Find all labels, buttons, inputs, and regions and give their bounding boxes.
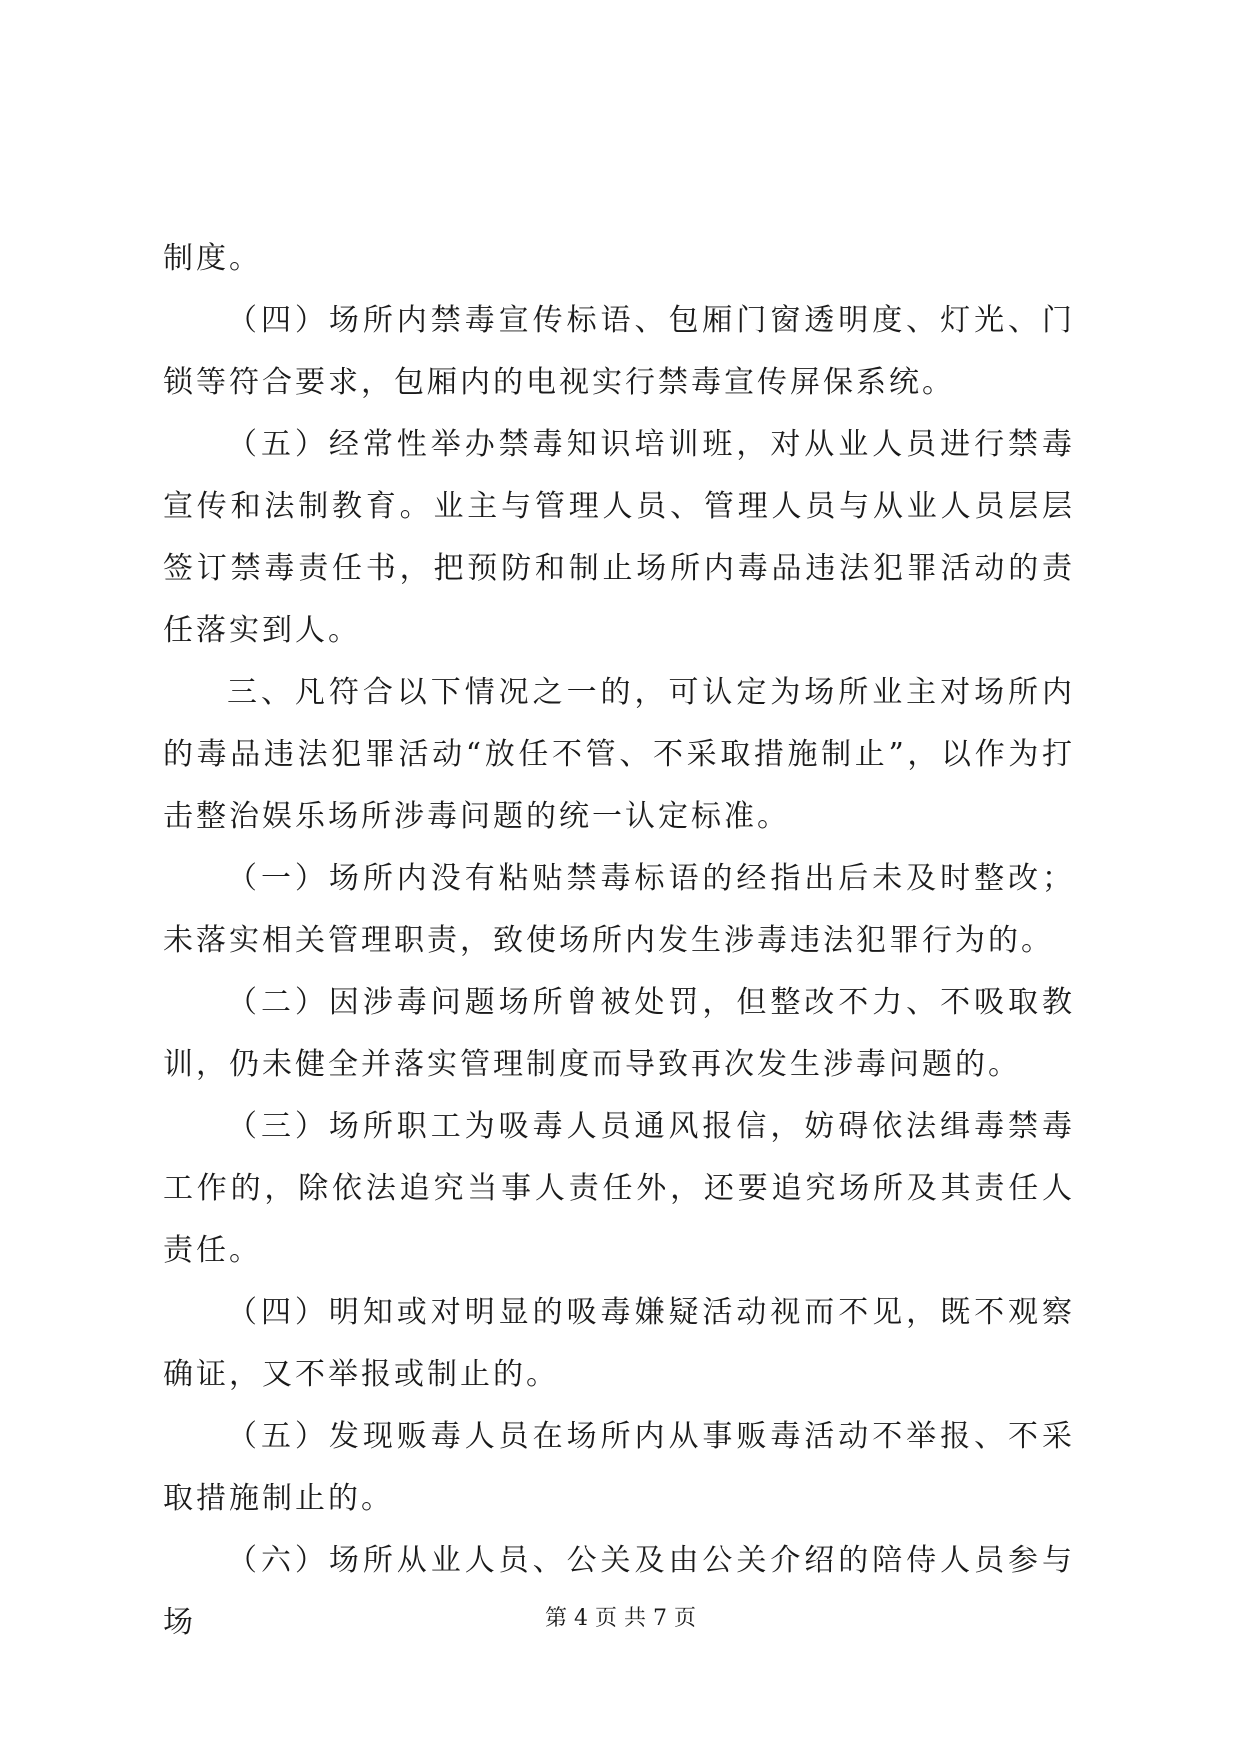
paragraph: （四）场所内禁毒宣传标语、包厢门窗透明度、灯光、门锁等符合要求，包厢内的电视实行禁毒宣传屏保系统。: [163, 303, 1075, 400]
paragraph: （二）因涉毒问题场所曾被处罚，但整改不力、不吸取教训，仍未健全并落实管理制度而导致再次发生涉毒问题的。: [163, 985, 1075, 1082]
paragraph: 制度。: [163, 241, 262, 276]
paragraph: （五）发现贩毒人员在场所内从事贩毒活动不举报、不采取措施制止的。: [163, 1419, 1075, 1516]
paragraph: 三、凡符合以下情况之一的，可认定为场所业主对场所内的毒品违法犯罪活动“放任不管、不采取措施制止”，以作为打击整治娱乐场所涉毒问题的统一认定标准。: [163, 675, 1075, 834]
page-footer: 第 4 页 共 7 页: [545, 1606, 696, 1631]
paragraph: （五）经常性举办禁毒知识培训班，对从业人员进行禁毒宣传和法制教育。业主与管理人员、管理人员与从业人员层层签订禁毒责任书，把预防和制止场所内毒品违法犯罪活动的责任落实到人。: [163, 427, 1075, 648]
paragraph: （三）场所职工为吸毒人员通风报信，妨碍依法缉毒禁毒工作的，除依法追究当事人责任外，还要追究场所及其责任人责任。: [163, 1109, 1075, 1268]
paragraph: （一）场所内没有粘贴禁毒标语的经指出后未及时整改；未落实相关管理职责，致使场所内发生涉毒违法犯罪行为的。: [163, 861, 1075, 958]
document-body: [163, 228, 1075, 1654]
paragraph: （六）场所从业人员、公关及由公关介绍的陪侍人员参与场: [163, 1543, 1075, 1640]
paragraph: （四）明知或对明显的吸毒嫌疑活动视而不见，既不观察确证，又不举报或制止的。: [163, 1295, 1075, 1392]
